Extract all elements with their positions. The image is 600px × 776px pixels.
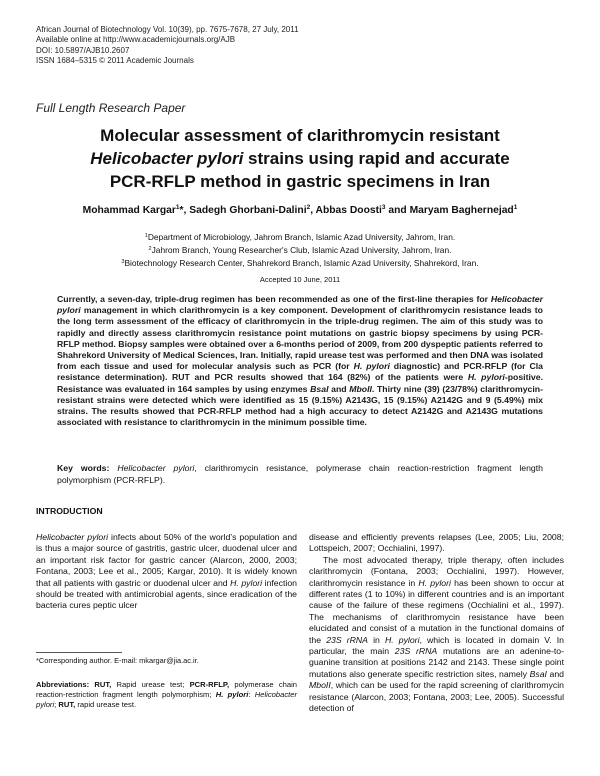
body-text: infects about 50% of the world’s population and is thus a major source of gastritis, gastric ulcer, duodenal ulcer and an important risk factor for gastric cancer (Alarcon, 2000, 2003; Fontana, 2003; Lee et al., 2005; Kargar, 2010). It is widely known that all patients with gastric or duodenal ulcer and — [36, 532, 297, 588]
abbrev-text: rapid urease test. — [75, 700, 137, 710]
author-name: Mohammad Kargar — [82, 205, 176, 216]
body-italic: H. pylori — [230, 577, 263, 588]
title-line-3: PCR-RFLP method in gastric specimens in Iran — [109, 172, 491, 191]
author-separator: , — [310, 205, 316, 216]
body-italic: H. pylori — [384, 634, 420, 645]
body-italic: 23S rRNA — [326, 634, 368, 645]
abbrev-text: : — [248, 690, 255, 700]
abbrev-term: H. pylori — [215, 690, 249, 700]
affiliation-text: Jahrom Branch, Young Researcher's Club, Islamic Azad University, Jahrom, Iran. — [151, 245, 452, 255]
body-text: The most advocated therapy, triple therapy, often includes clarithromycin (Fontana, 2003; Occhialini, 1997). However, clarithromycin resistance in — [309, 554, 564, 588]
body-text: infection should be treated with antimicrobial agents, since eradication of the bacteria cures peptic ulcer — [36, 577, 297, 611]
title-species: Helicobacter pylori — [90, 149, 244, 168]
accepted-date: Accepted 10 June, 2011 — [259, 275, 341, 284]
paper-title — [36, 124, 564, 193]
abstract-italic: H. pylori — [467, 372, 505, 383]
abstract-text: -positive. Resistance was evaluated in 164 samples by using enzymes — [57, 372, 543, 394]
body-italic: H. pylori — [418, 577, 451, 588]
body-text: , which can be used for the rapid screening of clarithromycin resistance (Alarcon, 2003; Fontana, 2003; Lee, 2005). Successful detection of — [309, 680, 564, 714]
body-italic: 23S rRNA — [394, 646, 438, 657]
journal-header — [36, 25, 299, 67]
keywords-label: Key words: — [57, 463, 110, 473]
intro-right-column — [309, 532, 564, 715]
abstract-text: and — [328, 383, 350, 394]
abbrev-text: ; — [54, 700, 59, 710]
abstract-text: diagnostic) and PCR-RFLP (for Cla resistance determination). RUT and PCR results showed that 164 (82%) of the patients were — [57, 361, 543, 383]
abstract-text: Currently, a seven-day, triple-drug regimen has been recommended as one of the first-line therapies for — [57, 294, 491, 304]
paper-type-label: Full Length Research Paper — [36, 101, 186, 115]
abstract-italic: H. pylori — [353, 361, 390, 372]
intro-left-column — [36, 532, 297, 612]
affiliation-number: 2 — [148, 246, 152, 252]
body-italic: Helicobacter pylori — [36, 532, 109, 542]
abbrev-text: Rapid urease test; — [111, 680, 190, 689]
author-affil-mark: 2 — [306, 204, 311, 211]
abstract-italic: MboII — [349, 383, 372, 394]
title-line-2 — [36, 147, 564, 170]
section-heading: INTRODUCTION — [36, 506, 103, 516]
title-line-1: Molecular assessment of clarithromycin resistant — [100, 126, 500, 145]
body-text: , which is located in domain V. In particular, the main — [309, 634, 565, 657]
body-text: and — [546, 668, 564, 679]
abbreviations — [36, 680, 297, 711]
abbrev-text: polymerase chain reaction-restriction fragment length polymorphism; — [36, 680, 297, 700]
journal-url-line: Available online at http://www.academicjournals.org/AJB — [36, 35, 236, 45]
abstract-italic: BsaI — [310, 383, 329, 394]
body-italic: MboII — [309, 680, 331, 691]
keywords — [57, 463, 543, 486]
affiliation-text: Biotechnology Research Center, Shahrekord Branch, Islamic Azad University, Shahrekord, Iran. — [124, 258, 479, 268]
affiliation-text: Department of Microbiology, Jahrom Branch, Islamic Azad University, Jahrom, Iran. — [147, 232, 456, 242]
body-text: mutations are an adenine-to-guanine transition at positions 2142 and 2143. These single point mutations also generate specific restriction sites, namely — [309, 646, 564, 679]
body-italic: BsaI — [529, 668, 547, 679]
author-affil-mark: 1 — [513, 204, 518, 211]
corresponding-author-footnote: *Corresponding author. E-mail: mkargar@jia.ac.ir. — [36, 656, 199, 665]
corresponding-mark: * — [179, 205, 184, 216]
abstract-text: management in which clarithromycin is a key component. Development of clarithromycin resistance leads to the long term assessment of the efficacy of clarithromycin in the triple-drug regimen. The aim of this study was to rapidly and directly assess clarithromycin resistance point mutations on gastric biopsy specimens by using PCR-RFLP method. Biopsy samples were obtained over a 6-months period of 2009, from 200 dyspeptic patients referred to Shahrekord University of Medical Sciences, Iran. Initially, rapid urease test was performed and then DNA was isolated from each tissue and used for molecular analysis such as PCR (for — [57, 305, 543, 372]
abstract — [57, 294, 543, 428]
affiliation-number: 3 — [121, 259, 125, 265]
body-text: has been shown to occur at different rates (1 to 10%) in different countries and is an important cause of the failure of these regimens (Occhialini et al., 1997). The mechanisms of clarithromycin resistance have been elucidated and consist of a mutation in the functional domains of the — [309, 577, 564, 645]
footnote-divider — [36, 652, 122, 653]
author-affil-mark: 1 — [175, 204, 180, 211]
abstract-italic: Helicobacter pylori — [57, 294, 543, 316]
author-name: Abbas Doosti — [315, 205, 382, 216]
affiliations — [36, 230, 564, 269]
affiliation-number: 1 — [144, 233, 148, 239]
issn-line: ISSN 1684–5315 © 2011 Academic Journals — [36, 56, 194, 66]
affiliation — [36, 230, 564, 243]
title-line-2-rest: strains using rapid and accurate — [243, 149, 510, 168]
abbrev-italic: Helicobacter pylori — [36, 690, 297, 710]
abbrev-term: RUT, — [89, 680, 112, 689]
paragraph: disease and efficiently prevents relapses (Lee, 2005; Liu, 2008; Lottspeich, 2007; Occhialini, 1997). — [309, 532, 564, 554]
doi-line: DOI: 10.5897/AJB10.2607 — [36, 45, 130, 55]
affiliation — [36, 243, 564, 256]
paragraph — [309, 555, 564, 715]
abstract-text: . Thirty nine (39) (23/78%) clarithromycin-resistant strains were detected which were identified as 15 (9.15%) A2143G, 15 (9.15%) A2142G and 9 (5.49%) mix strains. The results showed that PCR-RFLP method had a high accuracy to detect A2142G and A2143G mutations associated with resistance to clarithromycin in the minimum possible time. — [57, 383, 543, 428]
author-affil-mark: 3 — [381, 204, 386, 211]
abbrev-term: RUT, — [58, 700, 76, 710]
body-text: in — [367, 634, 385, 645]
keywords-text: , clarithromycin resistance, polymerase chain reaction-restriction fragment length polymorphism (PCR-RFLP). — [57, 463, 544, 485]
abbrev-term: PCR-RFLP, — [189, 680, 230, 689]
author-separator: and — [385, 205, 410, 216]
journal-citation: African Journal of Biotechnology Vol. 10(39), pp. 7675-7678, 27 July, 2011 — [36, 25, 299, 34]
author-name: Sadegh Ghorbani-Dalini — [189, 205, 307, 216]
author-name: Maryam Baghernejad — [409, 205, 514, 216]
abbreviations-label: Abbreviations: — [36, 680, 90, 689]
author-list — [36, 204, 564, 216]
keyword-italic: Helicobacter pylori — [117, 463, 195, 473]
affiliation — [36, 256, 564, 269]
author-separator: , — [183, 205, 190, 216]
